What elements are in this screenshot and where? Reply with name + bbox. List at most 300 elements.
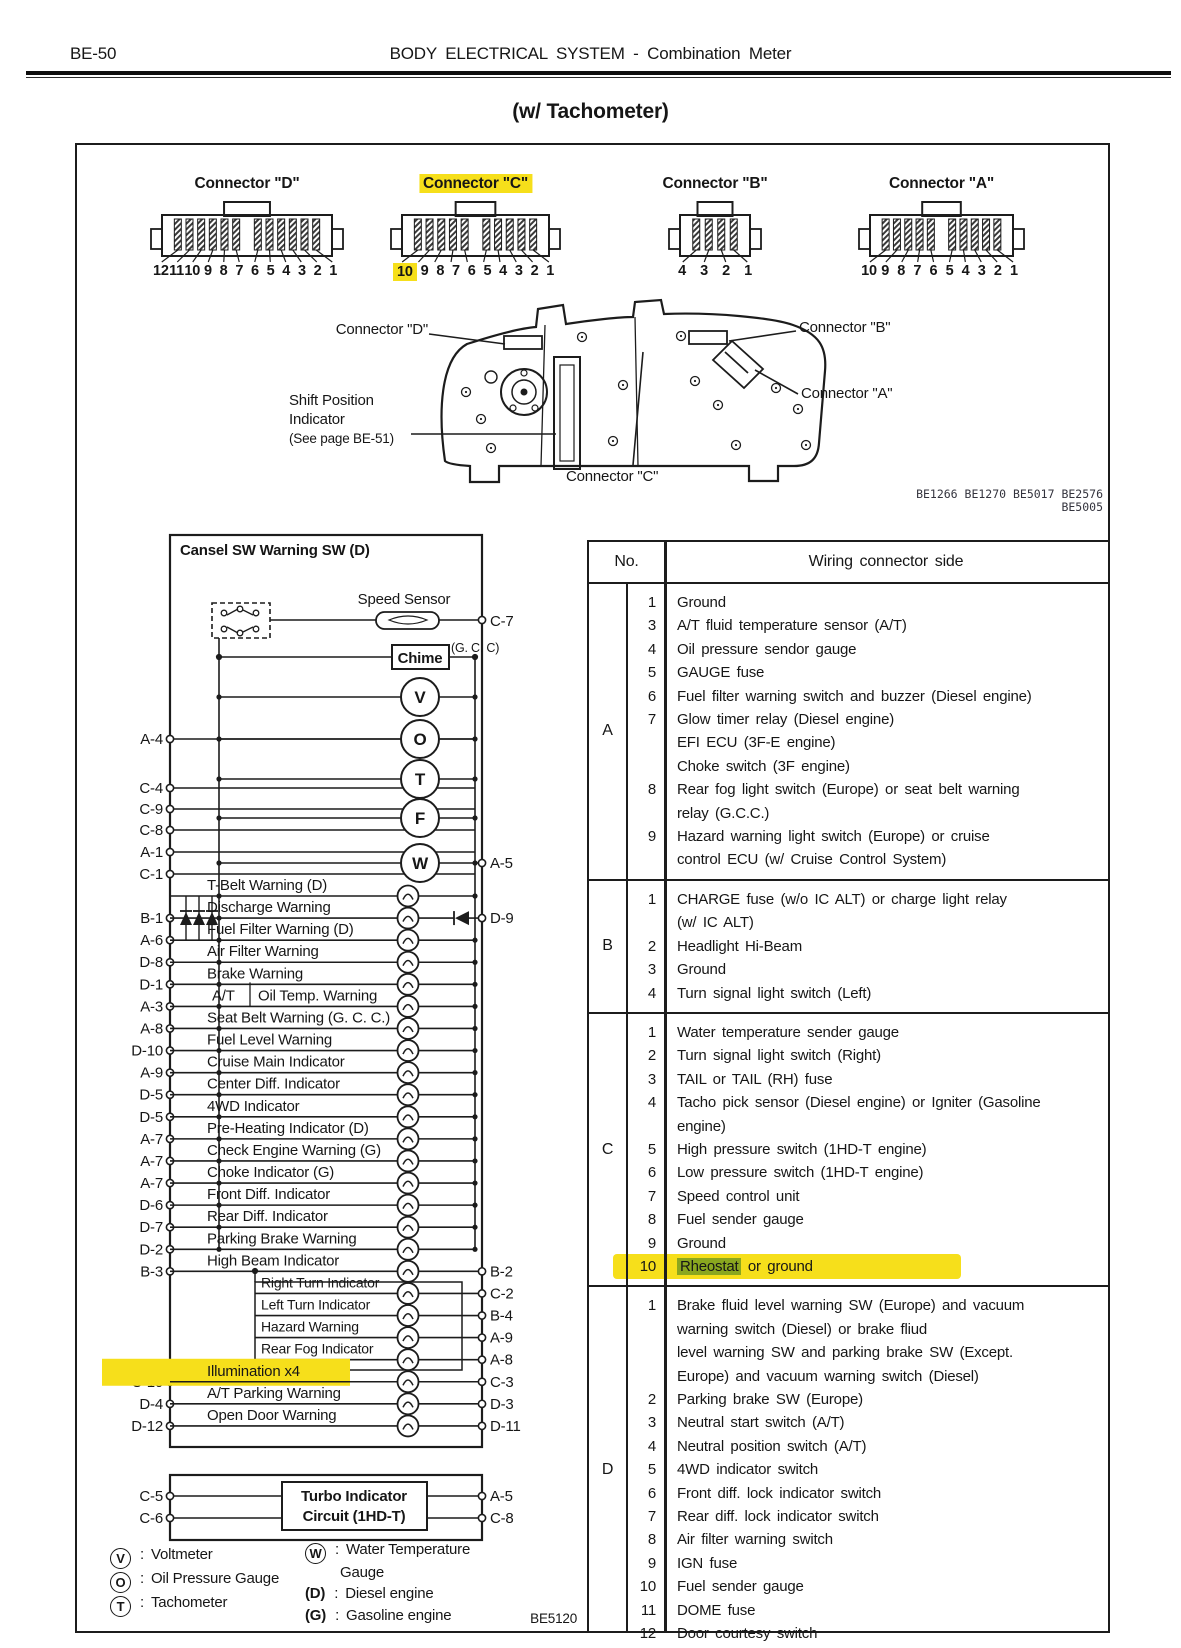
row-number: 5 xyxy=(647,1140,656,1158)
meter-socket-d xyxy=(504,336,542,349)
legend-colon: : xyxy=(140,1546,144,1563)
connector-title: Connector "D" xyxy=(194,175,300,192)
indicator-lamp-icon xyxy=(398,952,419,973)
description-line: High pressure switch (1HD-T engine) xyxy=(677,1140,927,1158)
figure-ref-codes xyxy=(916,488,1103,514)
indicator-lamp-icon xyxy=(398,1018,419,1039)
junction-dot xyxy=(216,1247,221,1252)
row-number: 8 xyxy=(647,1531,656,1549)
row-description xyxy=(664,1622,1108,1645)
connector-ear xyxy=(669,229,680,249)
pin-circle xyxy=(478,914,485,921)
header-rule xyxy=(26,71,1171,75)
connector-ear xyxy=(332,229,343,249)
indicator-lamp-icon xyxy=(398,1217,419,1238)
row-label: Right Turn Indicator xyxy=(261,1274,380,1291)
row-label: Brake Warning xyxy=(207,965,304,983)
connector-tab xyxy=(698,202,733,216)
description-line: Choke switch (3F engine) xyxy=(677,757,850,775)
pin-label: B-1 xyxy=(140,910,163,928)
screw-center xyxy=(735,444,737,446)
pin-number: 4 xyxy=(282,263,291,279)
pin-number: 2 xyxy=(313,263,322,279)
row-label: Air Filter Warning xyxy=(207,943,319,961)
section-letter: A xyxy=(602,722,613,740)
indicator-rows xyxy=(102,877,521,1436)
junction-dot xyxy=(216,1026,221,1031)
row-number: 2 xyxy=(647,1047,656,1065)
connector-pin xyxy=(174,219,181,250)
screw-center xyxy=(805,444,807,446)
table-row xyxy=(626,1599,1108,1622)
legend-colon: : xyxy=(334,1585,339,1602)
row-description xyxy=(664,1599,1108,1622)
connector-shell xyxy=(680,215,750,256)
screw-center xyxy=(581,336,583,338)
connector-pin xyxy=(449,219,456,250)
legend-item xyxy=(305,1607,451,1624)
screw-center xyxy=(694,380,696,382)
pin-label: C-6 xyxy=(139,1510,163,1527)
row-description xyxy=(664,1044,1108,1067)
connector-pin-numbers xyxy=(153,263,341,279)
section-letter: D xyxy=(601,1460,614,1478)
connector-pinouts xyxy=(151,202,1024,262)
pin-number: 2 xyxy=(722,263,730,279)
screw-center xyxy=(612,440,614,442)
pin-circle xyxy=(478,1492,485,1499)
junction-dot xyxy=(472,1247,477,1252)
pin-number: 5 xyxy=(266,263,275,279)
row-number: 10 xyxy=(639,1578,656,1596)
table-row xyxy=(626,1552,1108,1575)
pin-label: D-2 xyxy=(139,1241,163,1259)
pin-number: 3 xyxy=(977,263,986,279)
row-number: 3 xyxy=(647,1070,656,1088)
pin-label: D-6 xyxy=(139,1197,163,1215)
table-row xyxy=(626,614,1108,637)
page-subtitle: (w/ Tachometer) xyxy=(512,100,669,123)
indicator-lamp-icon xyxy=(398,1106,419,1127)
row-description xyxy=(664,1505,1108,1528)
junction-dot xyxy=(216,1004,221,1009)
table-row xyxy=(626,1388,1108,1411)
row-label: High Beam Indicator xyxy=(207,1252,340,1270)
row-number: 7 xyxy=(647,711,656,729)
table-row xyxy=(626,1068,1108,1091)
pin-circle xyxy=(478,1400,485,1407)
description-line: (w/ IC ALT) xyxy=(677,914,754,932)
junction-dot xyxy=(472,776,477,781)
description-line: warning switch (Diesel) or brake fliud xyxy=(677,1320,927,1338)
pin-label: A-7 xyxy=(140,1130,163,1148)
connector-pin xyxy=(289,219,296,250)
speed-sensor-icon xyxy=(376,612,439,629)
row-number: 5 xyxy=(647,664,656,682)
description-line: Water temperature sender gauge xyxy=(677,1023,899,1041)
connector-pin xyxy=(506,219,513,250)
section-rows xyxy=(626,1014,1108,1285)
pin-number: 10 xyxy=(861,263,877,279)
description-line: Front diff. lock indicator switch xyxy=(677,1484,882,1502)
indicator-lamp-icon xyxy=(398,1084,419,1105)
row-number: 6 xyxy=(647,687,656,705)
connector-pin xyxy=(730,219,737,250)
row-description xyxy=(664,935,1108,958)
junction-dot xyxy=(472,1114,477,1119)
connector-pin-numbers xyxy=(671,263,759,279)
description-line: Parking brake SW (Europe) xyxy=(677,1391,863,1408)
connector-pinout xyxy=(391,202,560,262)
row-label: T-Belt Warning (D) xyxy=(207,877,328,894)
shift-indicator-slot-inner xyxy=(560,365,574,461)
indicator-lamp-icon xyxy=(398,930,419,951)
pin-circle xyxy=(166,784,173,791)
connector-d-callout: Connector "D" xyxy=(335,321,428,338)
pin-label: C-8 xyxy=(139,822,163,839)
pin-label: A-6 xyxy=(140,932,163,950)
pin-circle xyxy=(478,1334,485,1341)
table-row xyxy=(626,888,1108,935)
junction-dot xyxy=(216,893,221,898)
indicator-lamp-icon xyxy=(398,996,419,1017)
junction-dot xyxy=(216,1114,221,1119)
pin-number: 10 xyxy=(393,263,417,281)
connector-pin xyxy=(916,219,923,250)
table-row xyxy=(626,935,1108,958)
connector-pin xyxy=(971,219,978,250)
pin-number: 9 xyxy=(881,263,890,279)
connector-pin xyxy=(905,219,912,250)
junction-dot xyxy=(216,1158,221,1163)
pin-number: 4 xyxy=(678,263,686,279)
legend-symbol: V xyxy=(110,1548,131,1569)
row-description xyxy=(664,1552,1108,1575)
connector-pin xyxy=(705,219,712,250)
pin-label: B-4 xyxy=(490,1307,513,1325)
row-number: 3 xyxy=(647,1414,656,1432)
screw-center xyxy=(490,447,492,449)
indicator-lamp-icon xyxy=(398,886,419,907)
table-row xyxy=(626,958,1108,981)
row-description xyxy=(664,661,1108,684)
junction-dot xyxy=(472,938,477,943)
table-section xyxy=(589,1014,1108,1287)
description-line: Brake fluid level warning SW (Europe) and vacuum xyxy=(677,1297,1025,1315)
indicator-lamp-icon xyxy=(398,908,419,929)
table-section xyxy=(589,1287,1108,1648)
connector-ear xyxy=(859,229,870,249)
pin-number: 8 xyxy=(897,263,906,279)
row-number: 9 xyxy=(647,1234,656,1252)
junction-dot xyxy=(472,893,477,898)
row-label: Cruise Main Indicator xyxy=(207,1053,345,1071)
gauge-letter: W xyxy=(412,854,428,873)
description-line: IGN fuse xyxy=(677,1554,738,1572)
wiring-table xyxy=(587,540,1108,1643)
pin-label: C-8 xyxy=(490,1510,514,1527)
connector-pin xyxy=(483,219,490,250)
pin-number: 10 xyxy=(184,263,201,279)
pin-circle-c7 xyxy=(478,616,485,623)
meter-socket-b xyxy=(689,331,727,344)
row-description xyxy=(664,685,1108,708)
pin-label: A-8 xyxy=(490,1351,513,1369)
connector-ear xyxy=(391,229,402,249)
junction-dot xyxy=(472,1026,477,1031)
legend-label-line2: Gauge xyxy=(340,1564,385,1581)
table-row xyxy=(626,1161,1108,1184)
row-label: Discharge Warning xyxy=(207,899,331,917)
description-line: Rear diff. lock indicator switch xyxy=(677,1508,879,1526)
description-line: Door courtesy switch xyxy=(677,1625,818,1643)
description-line: Headlight Hi-Beam xyxy=(677,937,802,955)
pin-label: D-12 xyxy=(131,1417,163,1435)
pin-number: 1 xyxy=(1009,263,1018,279)
row-label: Oil Temp. Warning xyxy=(258,987,378,1005)
chime-label: Chime xyxy=(397,650,443,667)
junction-dot xyxy=(216,1136,221,1141)
connector-title: Connector "B" xyxy=(662,175,768,192)
pin-circle xyxy=(166,1492,173,1499)
pin-leader-line xyxy=(224,250,225,262)
table-row xyxy=(626,825,1108,872)
connector-pin xyxy=(960,219,967,250)
row-label: Center Diff. Indicator xyxy=(207,1075,340,1093)
pin-number: 1 xyxy=(546,263,555,279)
indicator-lamp-icon xyxy=(398,1239,419,1260)
indicator-lamp-icon xyxy=(398,1150,419,1171)
legend-colon: : xyxy=(335,1541,339,1558)
row-description xyxy=(664,1255,1108,1278)
description-line: relay (G.C.C.) xyxy=(677,804,770,822)
legend-label: Tachometer xyxy=(150,1594,228,1611)
pin-label: D-10 xyxy=(131,1042,163,1060)
pin-number: 5 xyxy=(483,263,492,279)
pin-circle xyxy=(478,1290,485,1297)
legend-label: Diesel engine xyxy=(345,1585,434,1602)
screw-center xyxy=(465,391,467,393)
indicator-lamp-icon xyxy=(398,1195,419,1216)
connector-pin xyxy=(927,219,934,250)
row-number: 7 xyxy=(647,1508,656,1526)
table-row xyxy=(626,661,1108,684)
connector-pin xyxy=(893,219,900,250)
row-number: 3 xyxy=(647,617,656,635)
pin-label: A-9 xyxy=(490,1329,513,1347)
pin-label-c7: C-7 xyxy=(490,613,514,630)
connector-pin xyxy=(221,219,228,250)
row-description xyxy=(664,1208,1108,1231)
row-label: Open Door Warning xyxy=(207,1406,337,1424)
diode-icon xyxy=(455,911,469,925)
junction-dot xyxy=(216,1070,221,1075)
legend-symbol: (D) xyxy=(305,1585,326,1602)
table-row xyxy=(626,708,1108,778)
row-number: 6 xyxy=(647,1164,656,1182)
indicator-lamp-icon xyxy=(398,1415,419,1436)
connector-pin xyxy=(278,219,285,250)
connector-shell xyxy=(402,215,549,256)
connector-pin xyxy=(983,219,990,250)
junction-dot xyxy=(472,1136,477,1141)
table-row xyxy=(626,1255,1108,1278)
pin-label: D-11 xyxy=(490,1417,521,1435)
row-number: 2 xyxy=(647,1391,656,1408)
description-line: 4WD indicator switch xyxy=(677,1461,819,1479)
indicator-lamp-icon xyxy=(398,1305,419,1326)
table-row xyxy=(626,1138,1108,1161)
connector-c-callout: Connector "C" xyxy=(566,468,659,485)
junction-dot xyxy=(216,960,221,965)
legend-symbol: T xyxy=(110,1596,131,1617)
row-number: 2 xyxy=(647,937,656,955)
indicator-lamp-icon xyxy=(398,1040,419,1061)
row-number: 6 xyxy=(647,1484,656,1502)
pin-circle xyxy=(478,1378,485,1385)
pin-circle xyxy=(166,805,173,812)
table-row xyxy=(626,1044,1108,1067)
row-number: 12 xyxy=(639,1625,656,1643)
row-label: Check Engine Warning (G) xyxy=(207,1141,381,1159)
gauge-letter: T xyxy=(414,770,426,789)
pin-label: D-9 xyxy=(490,910,514,928)
description-line: Neutral start switch (A/T) xyxy=(677,1414,845,1432)
pin-number: 9 xyxy=(204,263,212,279)
junction-dot xyxy=(472,1225,477,1230)
table-row xyxy=(626,778,1108,825)
diagram-code: BE5120 xyxy=(530,1611,577,1626)
odometer-knob xyxy=(485,369,547,415)
pin-label: A-9 xyxy=(140,1064,163,1082)
pin-number: 8 xyxy=(436,263,445,279)
legend-item xyxy=(305,1585,434,1602)
junction-dot xyxy=(216,654,221,659)
row-number: 8 xyxy=(647,1211,656,1229)
description-line: CHARGE fuse (w/o IC ALT) or charge light relay xyxy=(677,890,1007,908)
connector-pinout xyxy=(151,202,343,262)
junction-dot xyxy=(216,776,221,781)
row-description xyxy=(664,1232,1108,1255)
pin-label: A-3 xyxy=(140,998,163,1016)
page-number: BE-50 xyxy=(70,44,117,63)
pin-label: A-5 xyxy=(490,1488,513,1505)
connector-pin xyxy=(233,219,240,250)
connector-ear xyxy=(549,229,560,249)
pin-number: 2 xyxy=(530,263,539,279)
pin-number: 9 xyxy=(420,263,429,279)
junction-dot xyxy=(216,694,221,699)
pin-label: D-8 xyxy=(139,954,163,972)
junction-dot xyxy=(216,1092,221,1097)
description-line: Air filter warning switch xyxy=(677,1531,833,1549)
wiring-box-title: Cansel SW Warning SW (D) xyxy=(180,542,370,559)
table-row xyxy=(626,1208,1108,1231)
screw-center xyxy=(622,384,624,386)
shift-label-line3: (See page BE-51) xyxy=(289,431,394,446)
row-label: Front Diff. Indicator xyxy=(207,1186,331,1204)
pin-circle xyxy=(166,1514,173,1521)
figure-frame xyxy=(75,143,1110,1643)
pin-label: A-1 xyxy=(140,844,163,861)
indicator-lamp-icon xyxy=(398,1173,419,1194)
row-description xyxy=(664,958,1108,981)
indicator-lamp-icon xyxy=(398,1349,419,1370)
description-line: Fuel sender gauge xyxy=(677,1578,804,1596)
pin-number: 1 xyxy=(329,263,338,279)
table-row xyxy=(626,1411,1108,1434)
description-line: Ground xyxy=(677,594,726,611)
pin-number: 4 xyxy=(499,263,508,279)
junction-dot xyxy=(216,1048,221,1053)
table-row xyxy=(626,1622,1108,1645)
row-description xyxy=(664,1294,1108,1388)
connector-pin xyxy=(882,219,889,250)
turbo-label-line1: Turbo Indicator xyxy=(301,1488,407,1505)
row-number: 8 xyxy=(647,781,656,799)
legend-label: Water Temperature xyxy=(345,1541,471,1558)
pin-number: 7 xyxy=(913,263,922,279)
pin-number: 5 xyxy=(945,263,954,279)
row-description xyxy=(664,1411,1108,1434)
connector-pin xyxy=(313,219,320,250)
pin-leader-line xyxy=(270,250,271,262)
junction-dot xyxy=(472,982,477,987)
connector-pin xyxy=(301,219,308,250)
screw-center xyxy=(775,387,777,389)
row-label: Left Turn Indicator xyxy=(261,1296,371,1313)
connector-pin xyxy=(461,219,468,250)
legend-colon: : xyxy=(140,1570,144,1587)
junction-dot xyxy=(472,1092,477,1097)
shift-label-line1: Shift Position xyxy=(289,392,374,409)
row-description xyxy=(664,1185,1108,1208)
row-description xyxy=(664,1021,1108,1044)
row-label: Fuel Filter Warning (D) xyxy=(207,921,354,939)
connector-shell xyxy=(870,215,1013,256)
junction-dot xyxy=(216,1203,221,1208)
junction-dot xyxy=(472,860,477,865)
table-row xyxy=(626,685,1108,708)
row-label: Rear Diff. Indicator xyxy=(207,1208,328,1226)
table-row xyxy=(626,1575,1108,1598)
section-rows xyxy=(626,584,1108,879)
table-row xyxy=(626,1435,1108,1458)
legend-label: Oil Pressure Gauge xyxy=(150,1570,280,1587)
row-number: 1 xyxy=(647,890,656,908)
connector-ear xyxy=(750,229,761,249)
pin-label: D-4 xyxy=(139,1395,163,1413)
pin-number: 7 xyxy=(235,263,244,279)
row-label: A/T Parking Warning xyxy=(207,1384,341,1402)
connector-pin-numbers xyxy=(861,263,1022,279)
connector-tab xyxy=(224,202,270,216)
row-description xyxy=(664,1458,1108,1481)
table-row xyxy=(626,591,1108,614)
junction-dot xyxy=(216,938,221,943)
row-description xyxy=(664,1528,1108,1551)
row-description xyxy=(664,1575,1108,1598)
table-row xyxy=(626,982,1108,1005)
row-description xyxy=(664,778,1108,825)
table-row xyxy=(626,1294,1108,1388)
row-number: 4 xyxy=(647,1437,656,1455)
description-line: Oil pressure sendor gauge xyxy=(677,640,857,658)
pin-label: D-7 xyxy=(139,1219,163,1237)
connector-pin xyxy=(518,219,525,250)
row-label: Rear Fog Indicator xyxy=(261,1340,374,1357)
pin-number: 3 xyxy=(297,263,306,279)
